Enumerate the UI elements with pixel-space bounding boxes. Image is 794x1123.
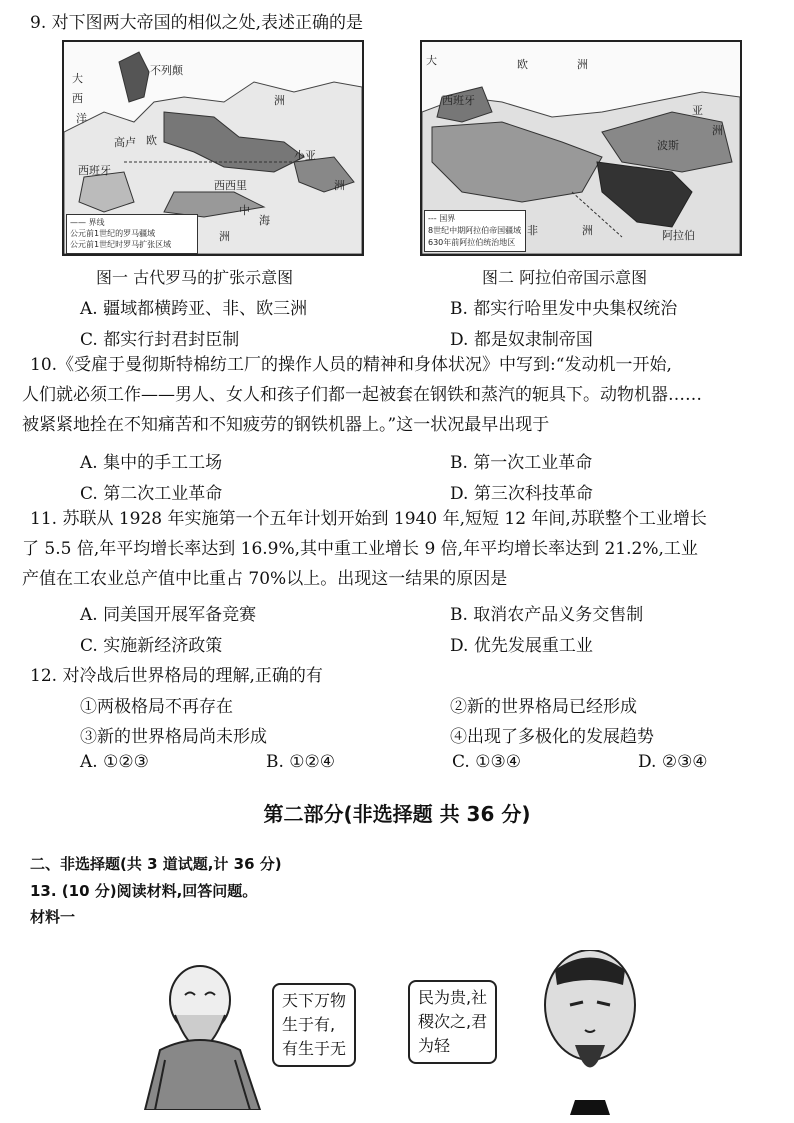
map1-legend-item: 公元前1世纪时罗马扩张区域 bbox=[70, 240, 172, 249]
map2-caption: 图二 阿拉伯帝国示意图 bbox=[482, 268, 648, 287]
map1-label: 洋 bbox=[76, 112, 87, 125]
map2-label: 洲 bbox=[582, 224, 593, 237]
q9-option-b[interactable]: B. 都实行哈里发中央集权统治 bbox=[450, 299, 678, 319]
map2-label: 波斯 bbox=[657, 139, 679, 152]
q10-stem bbox=[22, 350, 777, 440]
quote-line: 民为贵,社 bbox=[418, 988, 488, 1007]
q9-option-a[interactable]: A. 疆域都横跨亚、非、欧三洲 bbox=[80, 299, 308, 319]
q12-option-c[interactable]: C. ①③④ bbox=[452, 752, 521, 772]
map1-label: 洲 bbox=[219, 230, 230, 243]
laozi-drawing bbox=[135, 960, 265, 1110]
map-arab-empire bbox=[420, 40, 742, 256]
map1-legend bbox=[66, 214, 198, 254]
q12-statement: ②新的世界格局已经形成 bbox=[450, 697, 637, 717]
map2-legend-item: --- 国界 bbox=[428, 214, 456, 223]
q10-option-d[interactable]: D. 第三次科技革命 bbox=[450, 484, 593, 504]
q9-option-c[interactable]: C. 都实行封君封臣制 bbox=[80, 330, 240, 350]
map1-legend-item: 公元前1世纪的罗马疆域 bbox=[70, 229, 156, 238]
q9-stem: 9. 对下图两大帝国的相似之处,表述正确的是 bbox=[30, 13, 364, 33]
map1-label: 不列颠 bbox=[150, 64, 183, 77]
q12-statement: ③新的世界格局尚未形成 bbox=[80, 727, 267, 747]
map1-label: 西 bbox=[72, 92, 83, 105]
q12-option-b[interactable]: B. ①②④ bbox=[266, 752, 336, 772]
map1-legend-item: —— 界线 bbox=[70, 218, 105, 227]
q11-line: 了 5.5 倍,年平均增长率达到 16.9%,其中重工业增长 9 倍,年平均增长率达到 21.2%,工业 bbox=[22, 539, 698, 559]
q11-line: 产值在工农业总产值中比重占 70%以上。出现这一结果的原因是 bbox=[22, 569, 508, 589]
q10-line: 被紧紧地拴在不知痛苦和不知疲劳的钢铁机器上。”这一状况最早出现于 bbox=[22, 415, 550, 435]
map2-label: 阿拉伯 bbox=[662, 229, 695, 242]
q11-option-d[interactable]: D. 优先发展重工业 bbox=[450, 636, 593, 656]
q10-option-b[interactable]: B. 第一次工业革命 bbox=[450, 453, 593, 473]
q10-line: 10.《受雇于曼彻斯特棉纺工厂的操作人员的精神和身体状况》中写到:“发动机一开始, bbox=[30, 355, 672, 375]
mencius-drawing bbox=[535, 950, 645, 1115]
quote-line: 有生于无 bbox=[282, 1039, 347, 1058]
map2-label: 非 bbox=[527, 224, 538, 237]
map1-label: 洲 bbox=[274, 94, 285, 107]
quote-line: 天下万物 bbox=[282, 991, 347, 1010]
mencius-quote-bubble bbox=[408, 980, 497, 1064]
q12-statement: ④出现了多极化的发展趋势 bbox=[450, 727, 654, 747]
map-roman-expansion bbox=[62, 40, 364, 256]
q10-line: 人们就必须工作——男人、女人和孩子们都一起被套在钢铁和蒸汽的轭具下。动物机器…… bbox=[22, 385, 702, 405]
map1-label: 小亚 bbox=[294, 149, 316, 162]
q10-option-c[interactable]: C. 第二次工业革命 bbox=[80, 484, 223, 504]
map1-caption: 图一 古代罗马的扩张示意图 bbox=[96, 268, 294, 287]
laozi-portrait bbox=[135, 960, 265, 1110]
map2-legend-item: 8世纪中期阿拉伯帝国疆域 bbox=[428, 226, 522, 235]
map2-label: 洲 bbox=[712, 124, 723, 137]
map1-label: 大 bbox=[72, 72, 83, 85]
map2-legend bbox=[424, 210, 526, 252]
map2-label: 欧 bbox=[517, 58, 528, 71]
q11-line: 11. 苏联从 1928 年实施第一个五年计划开始到 1940 年,短短 12 年间,苏联整个工业增长 bbox=[30, 509, 707, 529]
map1-label: 中 bbox=[239, 204, 250, 217]
q12-option-a[interactable]: A. ①②③ bbox=[80, 752, 149, 772]
map1-label: 欧 bbox=[146, 134, 157, 147]
map2-legend-item: 630年前阿拉伯统治地区 bbox=[428, 238, 516, 247]
material-1-label: 材料一 bbox=[30, 908, 76, 926]
map1-label: 西西里 bbox=[214, 179, 247, 192]
q10-option-a[interactable]: A. 集中的手工工场 bbox=[80, 453, 223, 473]
q11-option-b[interactable]: B. 取消农产品义务交售制 bbox=[450, 605, 644, 625]
map1-label: 高卢 bbox=[114, 136, 136, 149]
map1-label: 洲 bbox=[334, 179, 345, 192]
quote-line: 生于有, bbox=[282, 1015, 336, 1034]
quote-line: 稷次之,君 bbox=[418, 1012, 488, 1031]
map2-label: 大 bbox=[426, 54, 437, 67]
map1-label: 海 bbox=[259, 214, 270, 227]
q12-option-d[interactable]: D. ②③④ bbox=[638, 752, 708, 772]
q11-option-c[interactable]: C. 实施新经济政策 bbox=[80, 636, 223, 656]
map2-label: 西班牙 bbox=[442, 94, 475, 107]
q11-stem bbox=[22, 504, 777, 594]
q11-option-a[interactable]: A. 同美国开展军备竞赛 bbox=[80, 605, 257, 625]
mencius-portrait bbox=[535, 950, 645, 1115]
map2-label: 洲 bbox=[577, 58, 588, 71]
map1-label: 西班牙 bbox=[78, 164, 111, 177]
q12-stem: 12. 对冷战后世界格局的理解,正确的有 bbox=[30, 666, 323, 686]
map2-label: 亚 bbox=[692, 104, 703, 117]
part2-title: 第二部分(非选择题 共 36 分) bbox=[263, 802, 531, 826]
quote-line: 为轻 bbox=[418, 1036, 451, 1055]
laozi-quote-bubble bbox=[272, 983, 356, 1067]
part2-heading: 二、非选择题(共 3 道试题,计 36 分) bbox=[30, 855, 282, 873]
q9-option-d[interactable]: D. 都是奴隶制帝国 bbox=[450, 330, 593, 350]
q12-statement: ①两极格局不再存在 bbox=[80, 697, 233, 717]
q13-stem: 13. (10 分)阅读材料,回答问题。 bbox=[30, 882, 258, 900]
